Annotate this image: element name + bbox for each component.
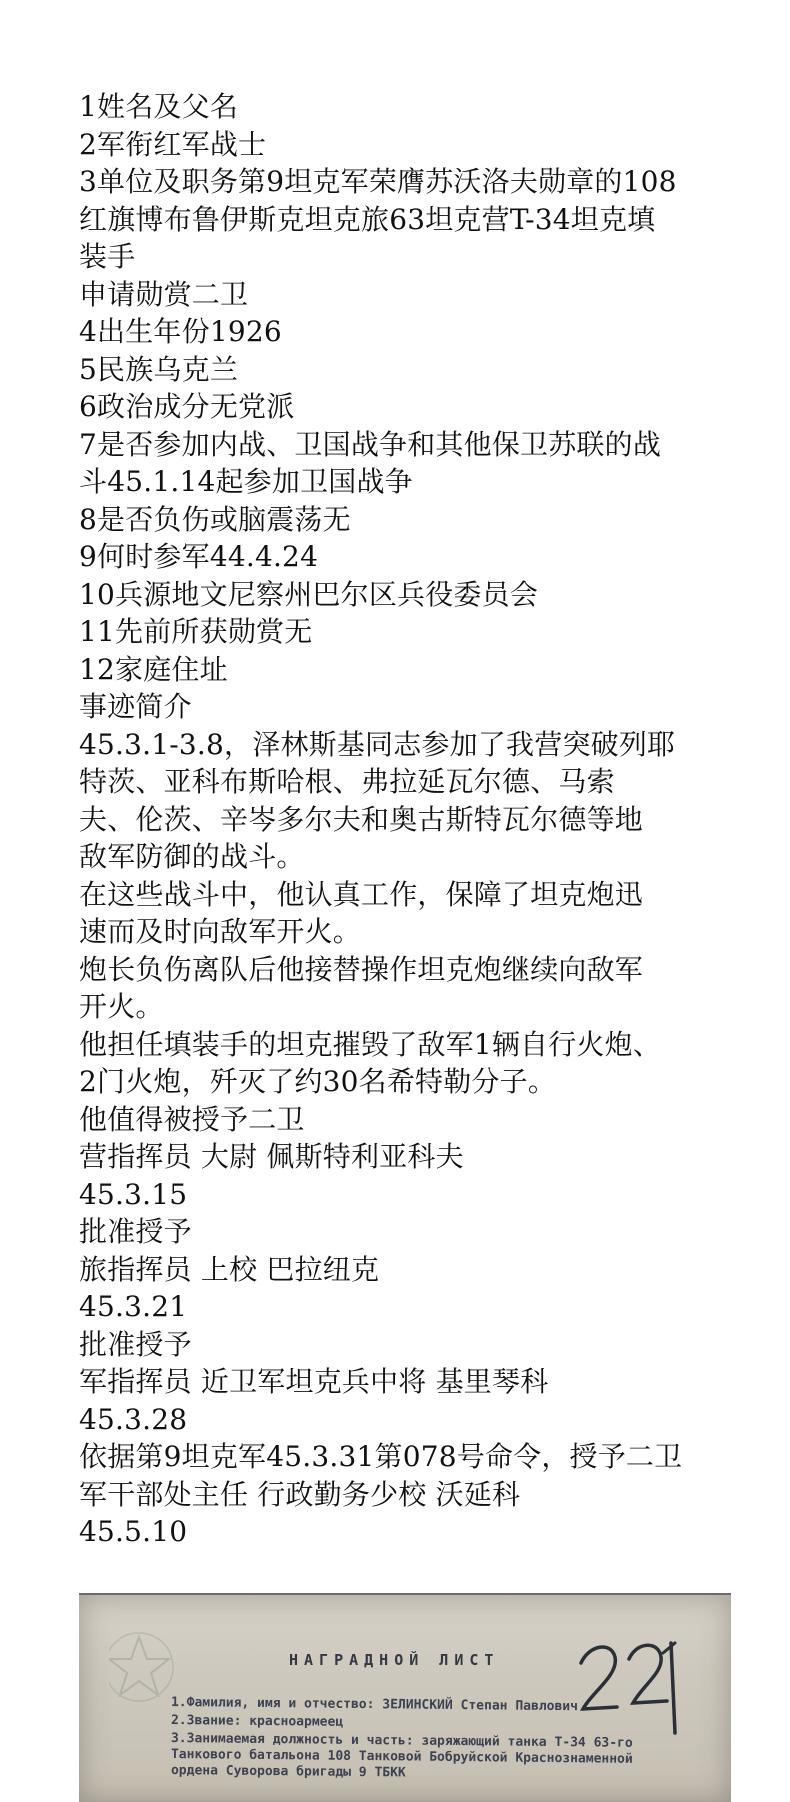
scan-row: 2.Звание: красноармеец: [170, 1713, 344, 1730]
approval-line: 批准授予: [79, 1327, 192, 1361]
document-body: [79, 88, 739, 1551]
scanned-document-image: [79, 1593, 731, 1802]
text-line: 45.3.1-3.8，泽林斯基同志参加了我营突破列耶: [79, 727, 676, 761]
text-line: 他值得被授予二卫: [79, 1102, 305, 1136]
date-line: 45.5.10: [79, 1515, 188, 1548]
date-line: 45.3.28: [79, 1402, 188, 1436]
text-line: 特茨、亚科布斯哈根、弗拉延瓦尔德、马索: [79, 765, 615, 798]
signature-line: 军指挥员 近卫军坦克兵中将 基里琴科: [79, 1365, 549, 1398]
date-line: 45.3.15: [79, 1177, 188, 1211]
text-line: 炮长负伤离队后他接替操作坦克炮继续向敌军: [79, 952, 644, 986]
text-line: 开火。: [79, 990, 164, 1023]
text-line: 12家庭住址: [79, 652, 228, 686]
text-line: 敌军防御的战斗。: [79, 840, 305, 873]
date-line: 45.3.21: [79, 1290, 188, 1323]
text-line: 2门火炮，歼灭了约30名希特勒分子。: [79, 1065, 557, 1098]
approval-line: 批准授予: [79, 1215, 192, 1248]
text-line: 10兵源地文尼察州巴尔区兵役委员会: [79, 577, 539, 611]
text-line: 3单位及职务第9坦克军荣膺苏沃洛夫勋章的108: [79, 165, 677, 198]
text-line: 6政治成分无党派: [79, 390, 295, 423]
text-line: 夫、伦茨、辛岑多尔夫和奥古斯特瓦尔德等地: [79, 802, 644, 836]
section-heading: 事迹简介: [79, 690, 192, 723]
scan-row: 3.Занимаемая должность и часть: заряжающий танка Т-34 63-го: [170, 1731, 633, 1751]
text-line: 5民族乌克兰: [79, 352, 239, 386]
scan-content: [79, 1595, 731, 1802]
text-line: 速而及时向敌军开火。: [79, 915, 362, 948]
signature-line: 营指挥员 大尉 佩斯特利亚科夫: [79, 1140, 464, 1173]
text-line: 11先前所获勋赏无: [79, 615, 313, 648]
signature-line: 军干部处主任 行政勤务少校 沃延科: [79, 1477, 521, 1511]
scan-row: 1.Фамилия, имя и отчество: ЗЕЛИНСКИЙ Степан Павлович: [170, 1695, 579, 1715]
text-line: 装手: [79, 240, 136, 273]
scan-title: НАГРАДНОЙ ЛИСТ: [289, 1651, 500, 1669]
text-line: 9何时参军44.4.24: [79, 540, 319, 573]
text-line: 红旗博布鲁伊斯克坦克旅63坦克营T-34坦克填: [79, 202, 656, 236]
text-line: 4出生年份1926: [79, 315, 282, 348]
text-line: 8是否负伤或脑震荡无: [79, 502, 351, 536]
signature-line: 旅指挥员 上校 巴拉纽克: [79, 1252, 380, 1286]
scan-row: ордена Суворова бригады 9 ТБКК: [170, 1763, 406, 1781]
text-line: 在这些战斗中，他认真工作，保障了坦克炮迅: [79, 877, 644, 911]
scan-row: Танкового батальона 108 Танковой Бобруйской Краснознаменной: [170, 1747, 633, 1767]
text-line: 7是否参加内战、卫国战争和其他保卫苏联的战: [79, 427, 662, 461]
text-line: 斗45.1.14起参加卫国战争: [79, 465, 413, 498]
text-line: 他担任填装手的坦克摧毁了敌军1辆自行火炮、: [79, 1027, 662, 1061]
handwritten-number-icon: [571, 1623, 691, 1743]
text-line: 申请勋赏二卫: [79, 277, 249, 311]
text-line: 1姓名及父名: [79, 90, 239, 123]
text-line: 2军衔红军战士: [79, 127, 267, 161]
order-line: 依据第9坦克军45.3.31第078号命令，授予二卫: [79, 1440, 683, 1473]
